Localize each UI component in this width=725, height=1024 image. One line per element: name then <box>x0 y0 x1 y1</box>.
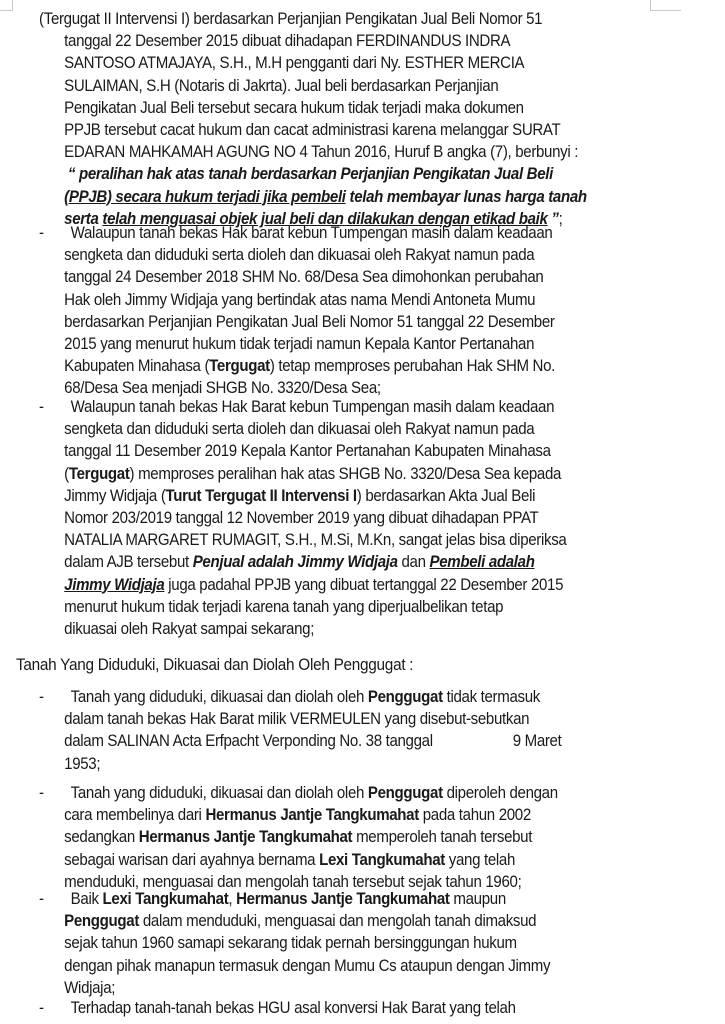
text-line: tanggal 22 Desember 2015 dibuat dihadapan FERDINANDUS INDRA <box>64 32 511 51</box>
text-line: 1953; <box>64 754 101 773</box>
bold-name: Lexi Tangkumahat <box>319 850 445 869</box>
text-line: sengketa dan diduduki serta dioleh dan dikuasai oleh Rakyat namun pada <box>64 420 535 439</box>
text: pada tahun 2002 <box>418 806 531 825</box>
text-line: 2015 yang menurut hukum tidak terjadi namun Kepala Kantor Pertanahan <box>64 334 535 353</box>
text-line: Hak oleh Jimmy Widjaja yang bertindak atas nama Mendi Antoneta Mumu <box>64 290 536 309</box>
text-line: dengan pihak manapun termasuk dengan Mumu Cs ataupun dengan Jimmy <box>64 956 551 975</box>
quote-text: “ peralihan hak atas tanah berdasarkan Perjanjian Pengikatan Jual Beli <box>67 165 553 184</box>
text-line <box>0 888 674 910</box>
bullet-item-land-acquisition <box>0 782 674 893</box>
bullet-item-hgu-conversion <box>0 997 674 1019</box>
text-line <box>0 686 674 708</box>
text-line: 68/Desa Sea menjadi SHGB No. 3320/Desa Sea; <box>64 379 381 398</box>
text: maupun <box>449 890 506 908</box>
text-line <box>0 849 674 871</box>
text-line <box>0 804 674 826</box>
text: dan <box>397 553 430 572</box>
text: sedangkan <box>64 828 139 847</box>
semicolon: ; <box>558 209 563 228</box>
text-line: Widjaja; <box>64 978 116 997</box>
text-line <box>0 485 674 507</box>
text: Walaupun tanah bekas Hak barat kebun Tumpengan masih dalam keadaan <box>70 224 553 242</box>
text-line: sejak tahun 1960 samapi sekarang tidak pernah bersinggungan hukum <box>64 934 517 953</box>
text-line: dalam tanah bekas Hak Barat milik VERMEULEN yang disebut-sebutkan <box>64 710 530 729</box>
text: Kabupaten Minahasa ( <box>64 357 210 376</box>
quote-close: ” <box>547 209 559 228</box>
italic-underlined-emphasis: Jimmy Widjaja <box>64 575 165 594</box>
text: ) berdasarkan Akta Jual Beli <box>356 486 536 505</box>
text: Baik <box>70 890 103 908</box>
text-line <box>0 782 674 804</box>
bold-party: Turut Tergugat II Intervensi I <box>165 486 357 505</box>
text: dalam SALINAN Acta Erfpacht Verponding No. 38 tanggal <box>64 732 433 751</box>
bullet-item-shm-change <box>0 222 674 400</box>
bold-party: Penggugat <box>64 912 140 931</box>
text-line <box>0 997 674 1019</box>
quote-line <box>0 186 674 208</box>
text-line <box>0 730 674 752</box>
text: memperoleh tanah tersebut <box>352 828 533 847</box>
text-line <box>0 826 674 848</box>
text-line: Pengikatan Jual Beli tersebut secara hukum tidak terjadi maka dokumen <box>64 98 524 117</box>
text-line: SANTOSO ATMAJAYA, S.H., M.H pengganti dari Ny. ESTHER MERCIA <box>64 54 525 73</box>
bold-party: Tergugat <box>68 464 130 483</box>
text: Jimmy Widjaja ( <box>64 486 166 505</box>
quote-text: serta <box>64 209 103 228</box>
bullet-dash: - <box>39 688 44 706</box>
text: ) tetap memproses perubahan Hak SHM No. <box>269 357 556 376</box>
text-line <box>0 355 674 377</box>
section-heading: Tanah Yang Diduduki, Dikuasai dan Diolah Oleh Penggugat : <box>16 656 414 674</box>
bold-name: Hermanus Jantje Tangkumahat <box>236 890 450 908</box>
italic-underlined-emphasis: Pembeli adalah <box>429 553 535 572</box>
bullet-item-no-legal-conflict <box>0 888 674 999</box>
text-line: PPJB tersebut cacat hukum dan cacat administrasi karena melanggar SURAT <box>64 120 561 139</box>
text-line: EDARAN MAHKAMAH AGUNG NO 4 Tahun 2016, Huruf B angka (7), berbunyi : <box>64 143 579 162</box>
text: ) memproses peralihan hak atas SHGB No. 3320/Desa Sea kepada <box>129 464 562 483</box>
text: juga padahal PPJB yang dibuat tertanggal 22 Desember 2015 <box>164 575 564 594</box>
text: Tanah yang diduduki, dikuasai dan diolah oleh <box>70 784 368 802</box>
text-line: SULAIMAN, S.H (Notaris di Jakrta). Jual beli berdasarkan Perjanjian <box>64 76 499 95</box>
bold-name: Hermanus Jantje Tangkumahat <box>138 828 353 847</box>
text-line: menduduki, menguasai dan mengolah tanah tersebut sejak tahun 1960; <box>64 872 522 891</box>
bold-name: Lexi Tangkumahat <box>102 890 229 908</box>
text: , <box>228 890 237 908</box>
quote-text-underlined: telah menguasai objek jual beli dan dilakukan dengan etikad baik <box>102 209 548 228</box>
text: Tanah yang diduduki, dikuasai dan diolah oleh <box>70 688 368 706</box>
bullet-dash: - <box>39 224 44 242</box>
text-line <box>0 551 674 573</box>
text-line: NATALIA MARGARET RUMAGIT, S.H., M.Si, M.Kn, sangat jelas bisa diperiksa <box>64 531 567 550</box>
text-line <box>0 574 674 596</box>
text: dalam menduduki, menguasai dan mengolah tanah dimaksud <box>139 912 537 931</box>
text-line <box>0 396 674 418</box>
bold-party: Penggugat <box>367 688 443 706</box>
italic-emphasis: Penjual adalah Jimmy Widjaja <box>192 553 398 572</box>
bullet-dash: - <box>39 784 44 802</box>
text: diperoleh dengan <box>442 784 558 802</box>
quote-text-underlined: (PPJB) secara hukum terjadi jika pembeli <box>64 187 346 206</box>
text: dalam AJB tersebut <box>64 553 193 572</box>
bold-party: Tergugat <box>209 357 270 376</box>
text-line: tanggal 11 Desember 2019 Kepala Kantor Pertanahan Kabupaten Minahasa <box>64 442 551 461</box>
bullet-item-not-vermeulen-land <box>0 686 674 775</box>
bullet-dash: - <box>39 999 44 1017</box>
text-line: menurut hukum tidak terjadi karena tanah yang diperjualbelikan tetap <box>64 597 504 616</box>
paragraph-ppjb-continuation <box>0 8 674 230</box>
date-text: 9 Maret <box>512 732 562 751</box>
quote-line <box>0 163 674 185</box>
bullet-dash: - <box>39 398 44 416</box>
text: cara membelinya dari <box>64 806 206 825</box>
text: sebagai warisan dari ayahnya bernama <box>64 850 320 869</box>
text-line: (Tergugat II Intervensi I) berdasarkan Perjanjian Pengikatan Jual Beli Nomor 51 <box>39 10 543 28</box>
text-line: tanggal 24 Desember 2018 SHM No. 68/Desa Sea dimohonkan perubahan <box>64 268 544 287</box>
text: Walaupun tanah bekas Hak Barat kebun Tumpengan masih dalam keadaan <box>70 398 555 416</box>
text-line: berdasarkan Perjanjian Pengikatan Jual Beli Nomor 51 tanggal 22 Desember <box>64 312 555 331</box>
text-line <box>0 910 674 932</box>
bullet-item-shgb-transfer <box>0 396 674 640</box>
bullet-dash: - <box>39 890 44 908</box>
text-line: sengketa dan diduduki serta dioleh dan dikuasai oleh Rakyat namun pada <box>64 246 535 265</box>
text: yang telah <box>444 850 516 869</box>
bold-party: Penggugat <box>367 784 443 802</box>
text-line: Nomor 203/2019 tanggal 12 November 2019 yang dibuat dihadapan PPAT <box>64 508 539 527</box>
text-line: dikuasai oleh Rakyat sampai sekarang; <box>64 619 315 638</box>
text: Terhadap tanah-tanah bekas HGU asal konversi Hak Barat yang telah <box>70 999 516 1017</box>
text-line <box>0 222 674 244</box>
text: ( <box>64 464 69 483</box>
bold-name: Hermanus Jantje Tangkumahat <box>205 806 419 825</box>
quote-text: telah membayar lunas harga tanah <box>345 187 587 206</box>
text-line <box>0 463 674 485</box>
text: tidak termasuk <box>442 688 540 706</box>
